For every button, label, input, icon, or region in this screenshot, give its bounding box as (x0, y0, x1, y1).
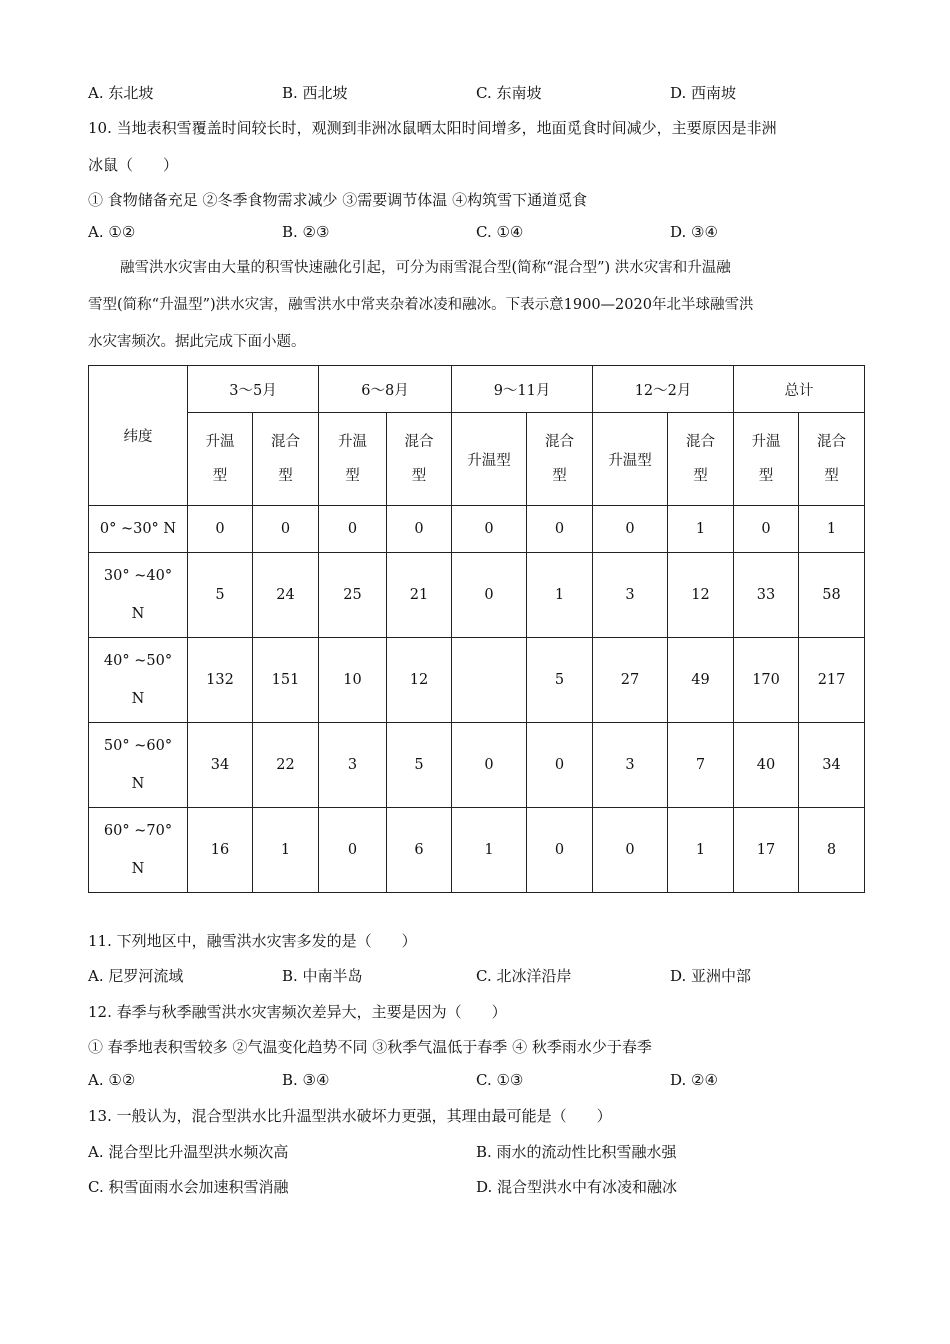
q10-option-b[interactable]: B. ②③ (282, 223, 330, 241)
table-row (89, 808, 865, 893)
type-header-warm: 升温型 (452, 413, 527, 506)
q11-options (88, 965, 868, 989)
q9-option-b[interactable]: B. 西北坡 (282, 84, 348, 102)
table-row (89, 506, 865, 553)
value-cell: 25 (319, 553, 387, 638)
q9-option-d[interactable]: D. 西南坡 (670, 84, 737, 102)
value-cell: 0 (188, 506, 253, 553)
value-cell: 3 (593, 553, 668, 638)
q11-option-c[interactable]: C. 北冰洋沿岸 (476, 967, 572, 985)
value-cell: 17 (734, 808, 799, 893)
value-cell: 1 (668, 808, 734, 893)
value-cell: 1 (668, 506, 734, 553)
q13-option-a[interactable]: A. 混合型比升温型洪水频次高 (88, 1143, 289, 1161)
value-cell: 3 (319, 723, 387, 808)
type-header-mixed: 混合 型 (387, 413, 452, 506)
q13-options-row2 (88, 1176, 868, 1200)
value-cell: 5 (527, 638, 593, 723)
value-cell: 0 (253, 506, 319, 553)
q13-stem: 13. 一般认为，混合型洪水比升温型洪水破坏力更强，其理由最可能是（ ） (88, 1107, 612, 1125)
value-cell: 1 (527, 553, 593, 638)
lat-cell (89, 723, 188, 808)
table-header-row-seasons (89, 366, 865, 413)
value-cell: 5 (188, 553, 253, 638)
value-cell: 0 (593, 506, 668, 553)
season-autumn: 9～11月 (452, 366, 593, 413)
value-cell: 34 (188, 723, 253, 808)
lat-cell (89, 638, 188, 723)
lat-label-unit: N (131, 606, 145, 622)
q12-options (88, 1071, 868, 1095)
value-cell: 40 (734, 723, 799, 808)
value-cell: 0 (319, 808, 387, 893)
table-row (89, 723, 865, 808)
value-cell: 0 (527, 506, 593, 553)
q13-options-row1 (88, 1141, 868, 1165)
lat-cell (89, 506, 188, 553)
value-cell: 12 (387, 638, 452, 723)
season-spring: 3～5月 (188, 366, 319, 413)
q12-option-b[interactable]: B. ③④ (282, 1071, 330, 1089)
q9-options (88, 82, 868, 106)
value-cell: 33 (734, 553, 799, 638)
value-cell: 0 (452, 506, 527, 553)
type-header-mixed: 混合 型 (799, 413, 865, 506)
value-cell: 1 (452, 808, 527, 893)
passage-line2: 雪型(简称“升温型”)洪水灾害，融雪洪水中常夹杂着冰凌和融冰。下表示意1900—2020年北半球融雪洪 (88, 297, 754, 313)
lat-cell (89, 808, 188, 893)
type-header-mixed: 混合 型 (253, 413, 319, 506)
value-cell: 8 (799, 808, 865, 893)
q11-option-d[interactable]: D. 亚洲中部 (670, 967, 752, 985)
q13-option-b[interactable]: B. 雨水的流动性比积雪融水强 (476, 1143, 677, 1161)
q10-option-c[interactable]: C. ①④ (476, 223, 524, 241)
lat-label-unit: N (131, 861, 145, 877)
value-cell: 132 (188, 638, 253, 723)
value-cell: 0 (593, 808, 668, 893)
lat-label: 0° ~30° N (99, 521, 177, 537)
type-header-mixed: 混合 型 (527, 413, 593, 506)
lat-label: 60° ~70° (103, 823, 173, 839)
q11-option-b[interactable]: B. 中南半岛 (282, 967, 363, 985)
value-cell: 34 (799, 723, 865, 808)
value-cell: 10 (319, 638, 387, 723)
lat-label: 50° ~60° (103, 738, 173, 754)
type-header-mixed: 混合 型 (668, 413, 734, 506)
value-cell: 0 (452, 553, 527, 638)
value-cell: 58 (799, 553, 865, 638)
value-cell (452, 638, 527, 723)
q12-option-c[interactable]: C. ①③ (476, 1071, 524, 1089)
value-cell: 0 (319, 506, 387, 553)
lat-cell (89, 553, 188, 638)
type-header-warm: 升温 型 (734, 413, 799, 506)
value-cell: 6 (387, 808, 452, 893)
table-row (89, 553, 865, 638)
table-row (89, 638, 865, 723)
value-cell: 0 (527, 723, 593, 808)
q13-option-d[interactable]: D. 混合型洪水中有冰凌和融冰 (476, 1178, 678, 1196)
lat-label-unit: N (131, 776, 145, 792)
value-cell: 24 (253, 553, 319, 638)
q9-option-a[interactable]: A. 东北坡 (88, 84, 154, 102)
value-cell: 0 (527, 808, 593, 893)
q13-option-c[interactable]: C. 积雪面雨水会加速积雪消融 (88, 1178, 289, 1196)
q10-stem-line1: 10. 当地表积雪覆盖时间较长时，观测到非洲冰鼠晒太阳时间增多，地面觅食时间减少，主要原因是非洲 (88, 119, 777, 137)
value-cell: 0 (734, 506, 799, 553)
value-cell: 22 (253, 723, 319, 808)
q10-statements: ① 食物储备充足 ②冬季食物需求减少 ③需要调节体温 ④构筑雪下通道觅食 (88, 191, 588, 209)
value-cell: 49 (668, 638, 734, 723)
type-header-warm: 升温 型 (319, 413, 387, 506)
season-total: 总计 (734, 366, 865, 413)
snowmelt-flood-table (88, 365, 865, 893)
q10-options (88, 223, 868, 247)
type-header-warm: 升温 型 (188, 413, 253, 506)
value-cell: 12 (668, 553, 734, 638)
lat-header-cell: 纬度 (89, 366, 188, 506)
lat-label-unit: N (131, 691, 145, 707)
passage-line3: 水灾害频次。据此完成下面小题。 (88, 334, 306, 350)
q12-option-a[interactable]: A. ①② (88, 1071, 136, 1089)
season-summer: 6～8月 (319, 366, 452, 413)
table-body (89, 506, 865, 893)
value-cell: 1 (253, 808, 319, 893)
q11-stem: 11. 下列地区中，融雪洪水灾害多发的是（ ） (88, 932, 417, 950)
value-cell: 3 (593, 723, 668, 808)
q10-option-a[interactable]: A. ①② (88, 223, 136, 241)
q11-option-a[interactable]: A. 尼罗河流域 (88, 967, 184, 985)
q12-statements: ① 春季地表积雪较多 ②气温变化趋势不同 ③秋季气温低于春季 ④ 秋季雨水少于春季 (88, 1038, 652, 1056)
q10-stem-line2: 冰鼠（ ） (88, 156, 179, 174)
table-header-row-types (89, 413, 865, 506)
type-header-warm: 升温型 (593, 413, 668, 506)
q12-stem: 12. 春季与秋季融雪洪水灾害频次差异大，主要是因为（ ） (88, 1003, 507, 1021)
lat-label: 30° ~40° (103, 568, 173, 584)
season-winter: 12～2月 (593, 366, 734, 413)
q12-option-d[interactable]: D. ②④ (670, 1071, 718, 1089)
q10-option-d[interactable]: D. ③④ (670, 223, 718, 241)
value-cell: 7 (668, 723, 734, 808)
value-cell: 1 (799, 506, 865, 553)
value-cell: 5 (387, 723, 452, 808)
value-cell: 0 (452, 723, 527, 808)
value-cell: 27 (593, 638, 668, 723)
value-cell: 217 (799, 638, 865, 723)
q9-option-c[interactable]: C. 东南坡 (476, 84, 542, 102)
lat-label: 40° ~50° (103, 653, 173, 669)
value-cell: 170 (734, 638, 799, 723)
passage-line1: 融雪洪水灾害由大量的积雪快速融化引起，可分为雨雪混合型(简称“混合型”) 洪水灾害和升温融 (120, 260, 731, 276)
value-cell: 151 (253, 638, 319, 723)
value-cell: 21 (387, 553, 452, 638)
value-cell: 0 (387, 506, 452, 553)
value-cell: 16 (188, 808, 253, 893)
passage (88, 250, 868, 361)
